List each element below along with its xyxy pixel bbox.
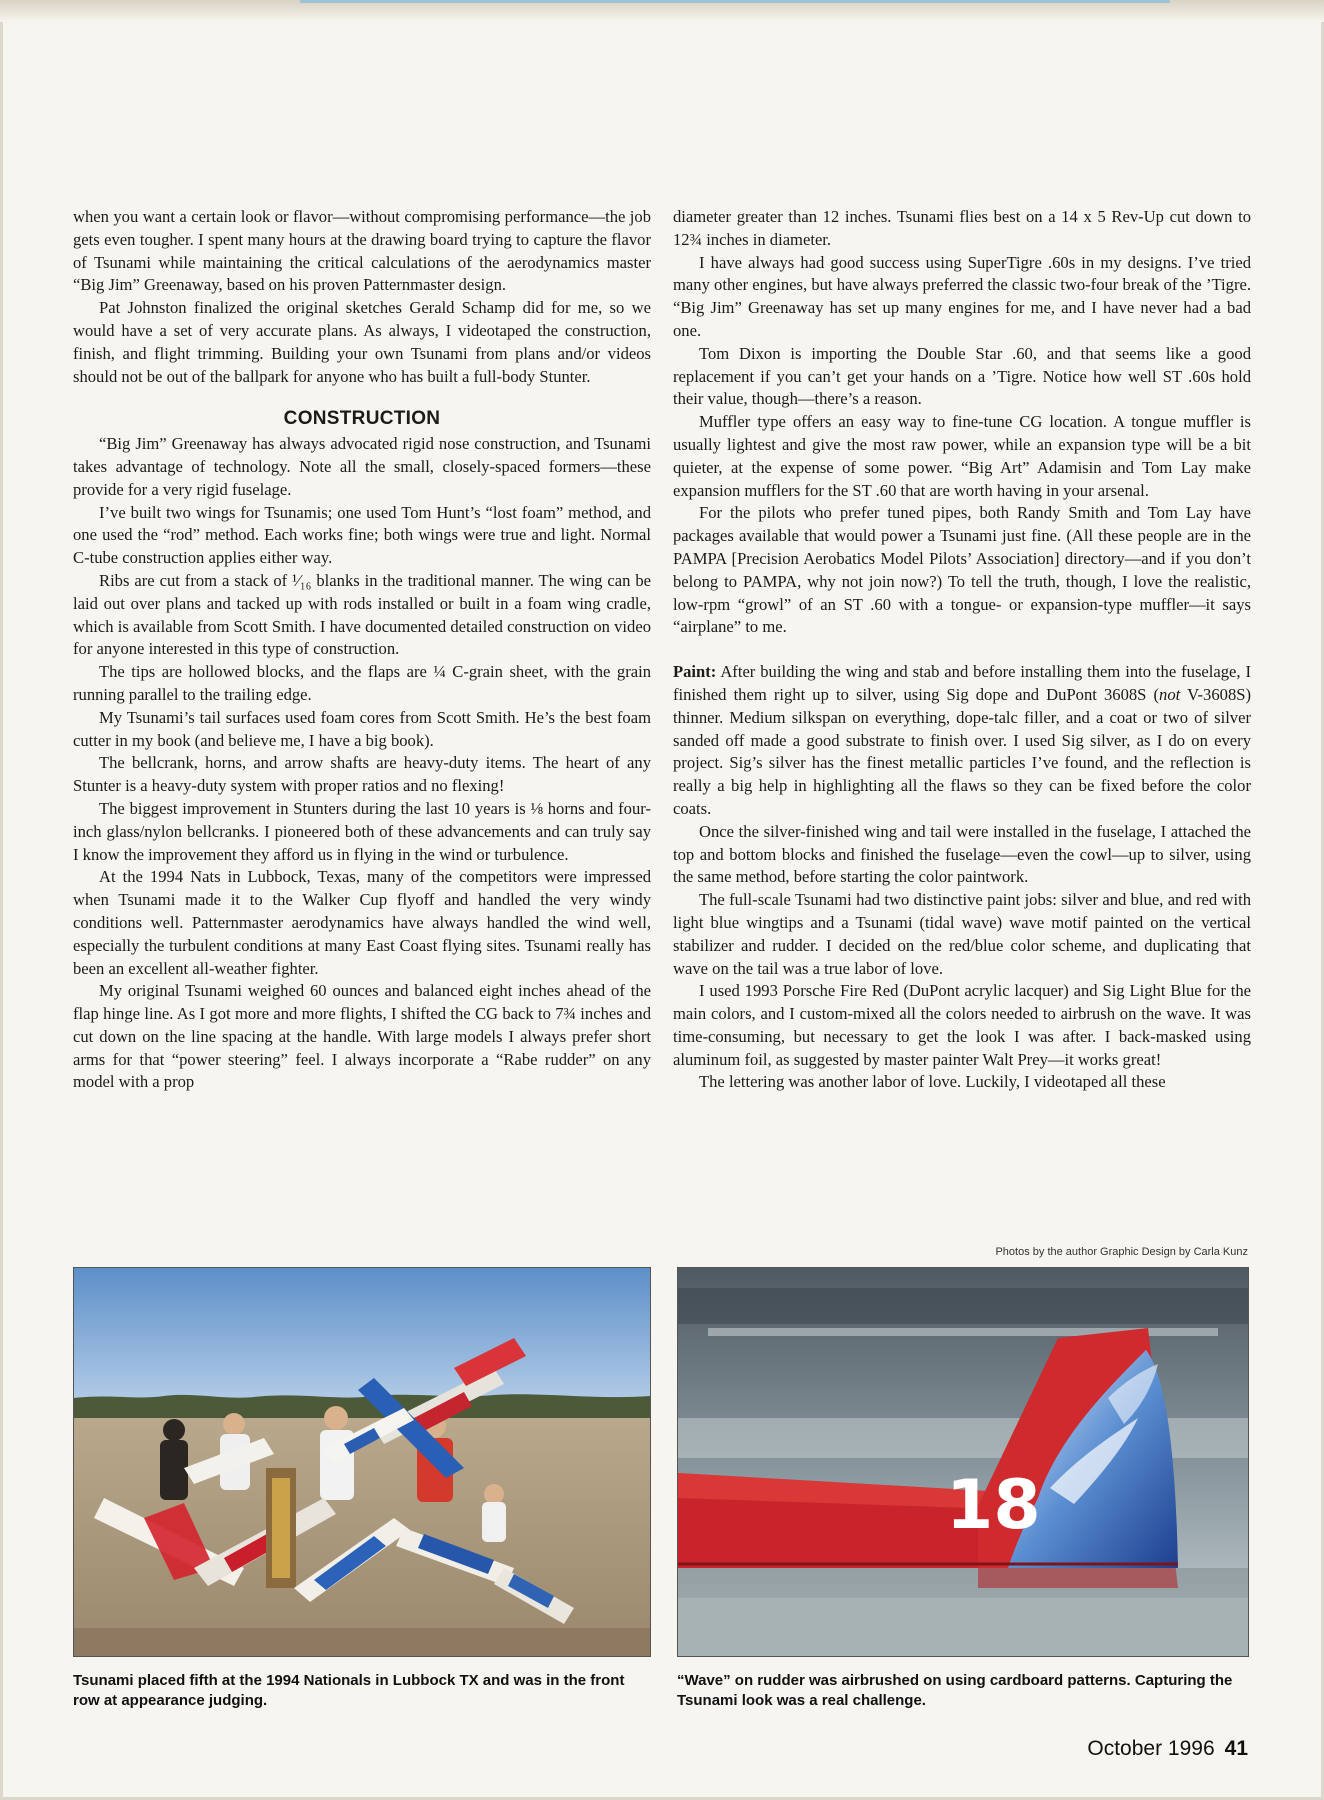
photo-rudder-illustration bbox=[678, 1268, 1248, 1656]
caption-left-photo: Tsunami placed fifth at the 1994 Nationals in Lubbock TX and was in the front row at appearance judging. bbox=[73, 1672, 625, 1709]
top-rule bbox=[300, 0, 1170, 3]
paragraph: diameter greater than 12 inches. Tsunami flies best on a 14 x 5 Rev-Up cut down to 12¾ inches in diameter. bbox=[673, 207, 1251, 249]
paragraph: For the pilots who prefer tuned pipes, both Randy Smith and Tom Lay have packages available that would power a Tsunami just fine. (All these people are in the PAMPA [Precision Aerobatics Model Pilots’ Association] directory—and if you don’t belong to PAMPA, why not join now?) To tell the truth, though, I love the realistic, low-rpm “growl” of an ST .60 with a tongue- or expansion-type muffler—it says “airplane” to me. bbox=[673, 503, 1251, 637]
paragraph: I have always had good success using SuperTigre .60s in my designs. I’ve tried many other engines, but have always preferred the classic two-four break of the ’Tigre. “Big Jim” Greenaway has set up many engines for me, and I have never had a bad one. bbox=[673, 252, 1251, 340]
paragraph: The tips are hollowed blocks, and the flaps are ¼ C-grain sheet, with the grain running parallel to the trailing edge. bbox=[73, 662, 651, 704]
left-text-column bbox=[73, 206, 651, 1094]
page-footer bbox=[1087, 1737, 1248, 1761]
photo-rudder-wave bbox=[677, 1267, 1249, 1657]
paragraph: Once the silver-finished wing and tail were installed in the fuselage, I attached the top and bottom blocks and finished the fuselage—even the cowl—up to silver, using the same method, before starting the color paintwork. bbox=[673, 821, 1251, 887]
right-text-column bbox=[673, 206, 1251, 1094]
paragraph: The biggest improvement in Stunters during the last 10 years is ⅛ horns and four-inch glass/nylon bellcranks. I pioneered both of these advancements and can truly say I know the improvement they afford us in flying in the wind or turbulence. bbox=[73, 798, 651, 864]
paragraph: Muffler type offers an easy way to fine-tune CG location. A tongue muffler is usually lightest and give the most raw power, while an expansion type will be a bit quieter, at the expense of some power. “Big Art” Adamisin and Tom Lay make expansion mufflers for the ST .60 that are worth having in your arsenal. bbox=[673, 412, 1251, 500]
page-number: 41 bbox=[1224, 1737, 1248, 1760]
paint-paragraph bbox=[673, 661, 1251, 821]
paragraph: when you want a certain look or flavor—without compromising performance—the job gets even tougher. I spent many hours at the drawing board trying to capture the flavor of Tsunami while maintaining the critical calculations of the aerodynamics master “Big Jim” Greenaway, based on his proven Patternmaster design. bbox=[73, 207, 651, 295]
paragraph: I’ve built two wings for Tsunamis; one used Tom Hunt’s “lost foam” method, and one used the “rod” method. Each works fine; both wings were true and light. Normal C-tube construction applies either way. bbox=[73, 502, 651, 568]
paint-text-b: V-3608S) thinner. Medium silkspan on everything, dope-talc filler, and a coat or two of silver sanded off made a good substrate to finish over. I used Sig silver, as I do on every project. Sig’s silver has the finest metallic particles I’ve found, and the reflection is really a big help in highlighting all the flaws so they can be fixed before the color coats. bbox=[673, 684, 1251, 818]
paragraph: Tom Dixon is importing the Double Star .60, and that seems like a good replacement if you can’t get your hands on a ’Tigre. Notice how well ST .60s hold their value, though—there’s a reason. bbox=[673, 343, 1251, 409]
paragraph: Ribs are cut from a stack of ¹⁄₁₆ blanks in the traditional manner. The wing can be laid out over plans and tacked up with rods installed or built in a foam wing cradle, which is available from Scott Smith. I have documented detailed construction on video for anyone interested in this type of construction. bbox=[73, 570, 651, 659]
paragraph: The full-scale Tsunami had two distinctive paint jobs: silver and blue, and red with light blue wingtips and a Tsunami (tidal wave) wave motif painted on the vertical stabilizer and rudder. I decided on the red/blue color scheme, and duplicating that wave on the tail was a true labor of love. bbox=[673, 890, 1251, 978]
top-edge bbox=[0, 0, 1324, 22]
paint-lead-in: Paint: bbox=[673, 662, 717, 682]
paragraph: My original Tsunami weighed 60 ounces and balanced eight inches ahead of the flap hinge line. As I got more and more flights, I shifted the CG back to 7¾ inches and cut down on the line spacing at the handle. With large models I always prefer short arms for that “power steering” feel. I always incorporate a “Rabe rudder” on any model with a prop bbox=[73, 981, 651, 1092]
paragraph: At the 1994 Nats in Lubbock, Texas, many of the competitors were impressed when Tsunami made it to the Walker Cup flyoff and handled the very windy conditions well. Patternmaster aerodynamics have always handled the wind well, especially the turbulent conditions at many East Coast flying sites. Tsunami really has been an excellent all-weather fighter. bbox=[73, 867, 651, 978]
paint-text-not: not bbox=[1159, 684, 1181, 704]
paragraph: The lettering was another labor of love. Luckily, I videotaped all these bbox=[699, 1072, 1166, 1092]
paragraph: The bellcrank, horns, and arrow shafts are heavy-duty items. The heart of any Stunter is a heavy-duty system with proper ratios and no flexing! bbox=[73, 753, 651, 796]
caption-right-photo: “Wave” on rudder was airbrushed on using cardboard patterns. Capturing the Tsunami look was a real challenge. bbox=[677, 1672, 1233, 1709]
photo-credits: Photos by the author Graphic Design by Carla Kunz bbox=[995, 1246, 1248, 1258]
photo-nationals-group bbox=[73, 1267, 651, 1657]
issue-date: October 1996 bbox=[1087, 1737, 1215, 1760]
paragraph: My Tsunami’s tail surfaces used foam cores from Scott Smith. He’s the best foam cutter in my book (and believe me, I have a big book). bbox=[73, 707, 651, 750]
paint-text-a: After building the wing and stab and before installing them into the fuselage, I finished them right up to silver, using Sig dope and DuPont 3608S ( bbox=[673, 662, 1251, 704]
section-heading: CONSTRUCTION bbox=[283, 408, 441, 430]
paragraph: “Big Jim” Greenaway has always advocated rigid nose construction, and Tsunami takes advantage of technology. Note all the small, closely-spaced formers—these provide for a very rigid fuselage. bbox=[73, 434, 651, 499]
paragraph: I used 1993 Porsche Fire Red (DuPont acrylic lacquer) and Sig Light Blue for the main colors, and I custom-mixed all the colors needed to airbrush on the wave. It was time-consuming, but necessary to get the look I was after. I back-masked using aluminum foil, as suggested by master painter Walt Prey—it works great! bbox=[673, 981, 1251, 1069]
photo-nationals-illustration bbox=[74, 1268, 650, 1656]
tail-number: 18 bbox=[946, 1466, 1041, 1545]
paragraph: Pat Johnston finalized the original sketches Gerald Schamp did for me, so we would have a set of very accurate plans. As always, I videotaped the construction, finish, and flight trimming. Building your own Tsunami from plans and/or videos should not be out of the ballpark for anyone who has built a full-body Stunter. bbox=[73, 298, 651, 386]
